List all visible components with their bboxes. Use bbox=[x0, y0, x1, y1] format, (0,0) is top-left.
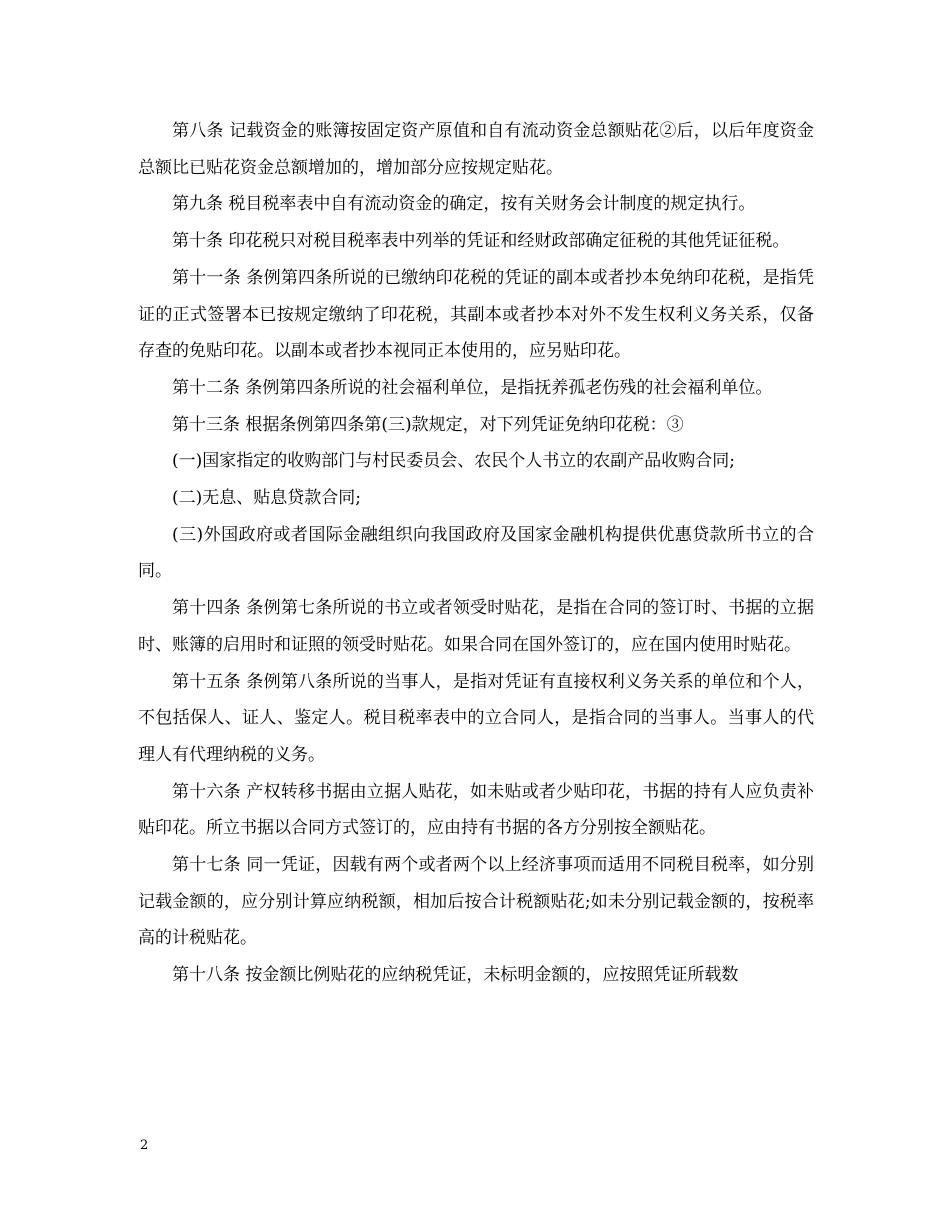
article-15-paragraph: 第十五条 条例第八条所说的当事人，是指对凭证有直接权利义务关系的单位和个人，不包括保人、证人、鉴定人。税目税率表中的立合同人，是指合同的当事人。当事人的代理人有代理纳税的义务。 bbox=[138, 671, 814, 765]
article-10-paragraph: 第十条 印花税只对税目税率表中列举的凭证和经财政部确定征税的其他凭证征税。 bbox=[172, 231, 790, 252]
article-17-paragraph: 第十七条 同一凭证，因载有两个或者两个以上经济事项而适用不同税目税率，如分别记载金额的，应分别计算应纳税额，相加后按合计税额贴花;如未分别记载金额的，按税率高的计税贴花。 bbox=[138, 855, 814, 949]
article-14-paragraph: 第十四条 条例第七条所说的书立或者领受时贴花，是指在合同的签订时、书据的立据时、账簿的启用时和证照的领受时贴花。如果合同在国外签订的，应在国内使用时贴花。 bbox=[138, 598, 814, 655]
article-12-paragraph: 第十二条 条例第四条所说的社会福利单位，是指抚养孤老伤残的社会福利单位。 bbox=[172, 377, 773, 398]
article-16-paragraph: 第十六条 产权转移书据由立据人贴花，如未贴或者少贴印花，书据的持有人应负责补贴印花。所立书据以合同方式签订的，应由持有书据的各方分别按全额贴花。 bbox=[138, 781, 814, 839]
article-11-paragraph: 第十一条 条例第四条所说的已缴纳印花税的凭证的副本或者抄本免纳印花税，是指凭证的正式签署本已按规定缴纳了印花税，其副本或者抄本对外不发生权利义务关系，仅备存查的免贴印花。以副本或者抄本视同正本使用的，应另贴印花。 bbox=[138, 267, 814, 362]
article-13-item-1: (一)国家指定的收购部门与村民委员会、农民个人书立的农副产品收购合同; bbox=[172, 451, 735, 472]
article-9-paragraph: 第九条 税目税率表中自有流动资金的确定，按有关财务会计制度的规定执行。 bbox=[172, 194, 756, 215]
article-13-item-3: (三)外国政府或者国际金融组织向我国政府及国家金融机构提供优惠贷款所书立的合同。 bbox=[138, 524, 814, 582]
article-18-paragraph: 第十八条 按金额比例贴花的应纳税凭证，未标明金额的，应按照凭证所载数 bbox=[172, 965, 739, 986]
article-13-item-2: (二)无息、贴息贷款合同; bbox=[172, 488, 361, 509]
document-body bbox=[138, 113, 814, 994]
page-number: 2 bbox=[140, 1138, 149, 1153]
article-13-paragraph: 第十三条 根据条例第四条第(三)款规定，对下列凭证免纳印花税：③ bbox=[172, 414, 684, 435]
article-8-paragraph: 第八条 记载资金的账簿按固定资产原值和自有流动资金总额贴花②后，以后年度资金总额比已贴花资金总额增加的，增加部分应按规定贴花。 bbox=[138, 121, 814, 178]
